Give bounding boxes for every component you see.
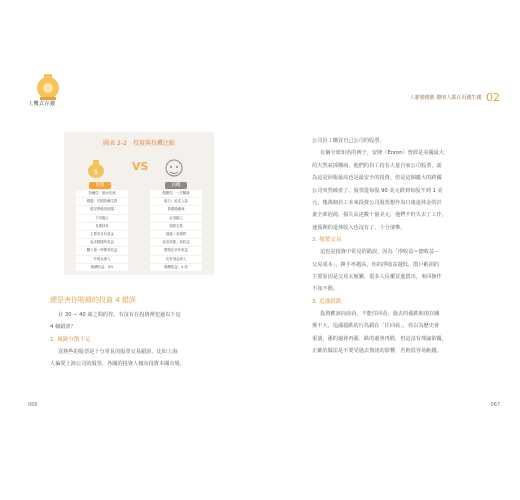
list-item: 風口：追求人氣 [150, 198, 202, 205]
list-item: 報酬收益：X 倍 [150, 264, 202, 271]
vs-label: VS [132, 160, 149, 173]
paragraph-line: 有個全球知名的例子，安隆（Enron）曾經是美國最大 [320, 150, 444, 157]
paragraph-line: 元，幾萬個員工本來投資公司股票想作為日後退休金的計 [312, 200, 442, 207]
paragraph-line: 4 個錯誤？ [50, 324, 76, 331]
paragraph-line: 投資應該向前看，不能往回看，過去的漲跌和現在關 [320, 310, 440, 317]
chapter-title: 人脈變錢脈 [409, 95, 435, 101]
item-title: 1. 風險分散不足 [50, 336, 91, 343]
gambler-icon [164, 157, 184, 179]
list-item: 殺雞性：一次賺滿 [150, 190, 202, 197]
paragraph-line: 的天然氣採購商，他們的員工持有大量自家公司股票，認 [312, 162, 442, 169]
item-title: 3. 追漲殺跌 [312, 298, 342, 305]
list-item: 追求高報、高收益 [150, 239, 202, 246]
left-body [50, 295, 255, 371]
paragraph-line: 重演，漲的還會再漲、跌的還會再跌，但這沒有理論依據， [312, 335, 447, 342]
paragraph-line: 買熱些的股票是十分常見的股票交易錯誤，比如上海 [58, 348, 178, 355]
list-item: 持續性：細水長流 [76, 190, 128, 197]
chapter-subtitle: 聰明人都在用錢生錢 [436, 95, 482, 101]
paragraph-line: 人偏愛上海公司的股票，各國的投資人傾向投資本國市場， [50, 361, 185, 368]
right-page [268, 55, 500, 435]
list-item: 不用擔心 [76, 215, 128, 222]
left-page [22, 55, 257, 435]
list-item: 頻繁交易 [150, 223, 202, 230]
list-item: 主要用自有資金 [76, 231, 128, 238]
list-item: 沒有現金流入 [150, 256, 202, 263]
right-body [312, 135, 512, 358]
list-item: 做足準備再進場 [76, 206, 128, 213]
paragraph-line: 交易成本」，換手率越高，你的淨收益越低，散戶虧損的 [312, 261, 440, 268]
svg-text:$: $ [93, 168, 99, 176]
list-item: 有現金流入 [76, 256, 128, 263]
list-item: 報酬收益：X% [76, 264, 128, 271]
list-item: 價格在求有收益 [150, 247, 202, 254]
paragraph-line: 公司員工購買自己公司的股票。 [312, 138, 385, 144]
page-number-right: 067 [490, 402, 500, 408]
paragraph-line: 連預期的退休收入也沒有了，十分淒慘。 [312, 224, 406, 231]
paragraph-line: 在 30 ∼ 40 歲之間的你，有沒有在投資裡犯過以下這 [58, 312, 181, 318]
money-bag-icon [86, 157, 106, 179]
list-item: 購入第一時間有收益 [76, 247, 128, 254]
list-item: 穩健：長期持續生財 [76, 198, 128, 205]
list-item: 必須擔心 [150, 215, 202, 222]
paragraph-line: 係不大，追漲殺跌的行為錯在「往回看」，你以為歷史會 [312, 323, 440, 330]
list-item: 長期持有 [76, 223, 128, 230]
speculate-tag: 投機 [165, 182, 187, 189]
paragraph-line: 公司突然破產了，股票從每股 90 美元跌到每股不到 1 美 [312, 187, 443, 194]
chapter-number: 02 [486, 91, 500, 104]
comparison-figure [64, 132, 214, 275]
speculate-column [150, 190, 202, 272]
invest-column [76, 190, 128, 272]
paragraph-line: 不如不動。 [312, 286, 338, 293]
paragraph-line: 正確的做法是不要受過去資訊的影響，否則很容易虧錢。 [312, 348, 442, 355]
section-heading: 總是害你賠錢的投資 4 錯誤 [50, 296, 136, 304]
series-title: 上機式存錢 [28, 101, 56, 107]
list-item: 借錢＋高槓桿 [150, 231, 202, 238]
piggy-bank-icon [30, 69, 66, 101]
paragraph-line: 這也是投資中常見的錯誤，因為「淨收益＝總收益－ [320, 249, 440, 256]
item-title: 2. 頻繁交易 [312, 237, 342, 244]
chapter-header [410, 91, 500, 104]
paragraph-line: 主要原因是交易太頻繁，很多人反覆買進賣出，來回操作 [312, 274, 442, 281]
list-item: 要跟隨潮流 [150, 206, 202, 213]
figure-title: 圖表 2-2 投資與投機比較 [103, 140, 175, 147]
list-item: 追求穩健的收益 [76, 239, 128, 246]
paragraph-line: 為這是回報最高也是最安全的投資，但是這個龐大的跨國 [312, 175, 442, 182]
invest-tag: 投資 [89, 182, 111, 189]
paragraph-line: 畫全部泡湯，損失高達數十億美元，他們不但失去了工作， [312, 212, 447, 219]
page-number-left: 066 [28, 402, 38, 408]
